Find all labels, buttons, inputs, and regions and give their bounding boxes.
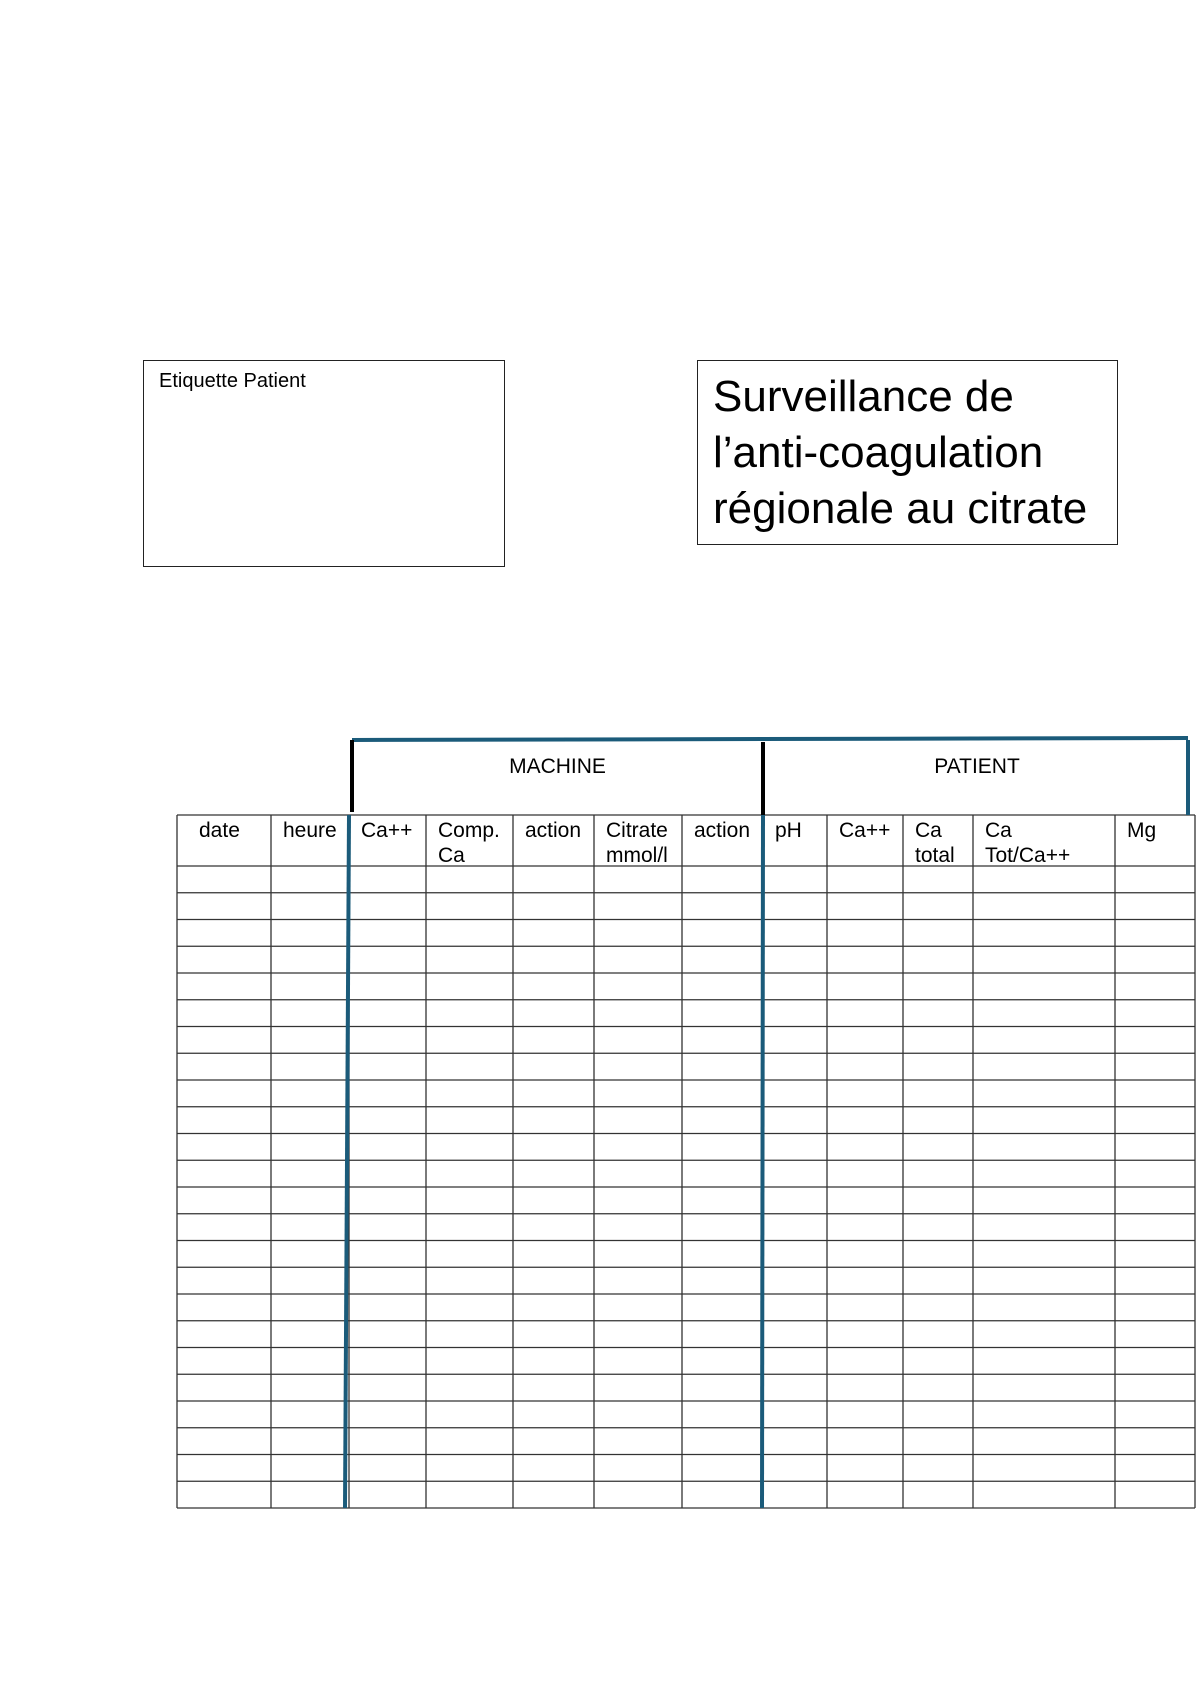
column-header-line1: Citrate [606, 819, 668, 842]
column-header-line1: Ca++ [839, 819, 891, 842]
column-header [694, 818, 750, 843]
column-header-line1: Comp. [438, 819, 500, 842]
title-box [697, 360, 1118, 545]
column-header-line1: Ca [915, 819, 942, 842]
column-header-line2: mmol/l [606, 844, 668, 867]
column-header [985, 818, 1070, 868]
column-header [1127, 818, 1156, 843]
column-header [361, 818, 412, 843]
group-label-machine: MACHINE [509, 755, 606, 778]
column-header-line1: heure [283, 819, 337, 842]
column-header [283, 818, 337, 843]
column-header-line1: pH [775, 819, 802, 842]
column-header [525, 818, 581, 843]
column-header [775, 818, 802, 843]
column-header-line2: total [915, 844, 955, 867]
group-bracket-top [352, 738, 1188, 740]
column-header-line1: Mg [1127, 819, 1157, 842]
group-label-patient: PATIENT [934, 755, 1020, 778]
column-header-line1: Ca++ [361, 819, 413, 842]
column-header [199, 818, 240, 843]
page-title [713, 369, 1113, 537]
column-header-line1: date [199, 819, 240, 842]
column-header [438, 818, 500, 868]
table-grid-lines [177, 815, 1195, 1508]
column-header [839, 818, 890, 843]
patient-left-vertical [762, 815, 763, 1508]
column-header-line2: Tot/Ca++ [985, 844, 1071, 867]
column-header-line1: action [694, 819, 751, 842]
title-line-1: Surveillance de [713, 372, 1014, 421]
column-header-line1: action [525, 819, 582, 842]
patient-label-text: Etiquette Patient [159, 370, 306, 392]
column-header-line2: Ca [438, 844, 465, 867]
title-line-3: régionale au citrate [713, 484, 1088, 533]
column-header [915, 818, 955, 868]
machine-left-vertical [345, 815, 349, 1508]
column-header-line1: Ca [985, 819, 1012, 842]
title-line-2: l’anti-coagulation [713, 428, 1044, 477]
patient-label-box [143, 360, 505, 567]
column-header [606, 818, 668, 868]
